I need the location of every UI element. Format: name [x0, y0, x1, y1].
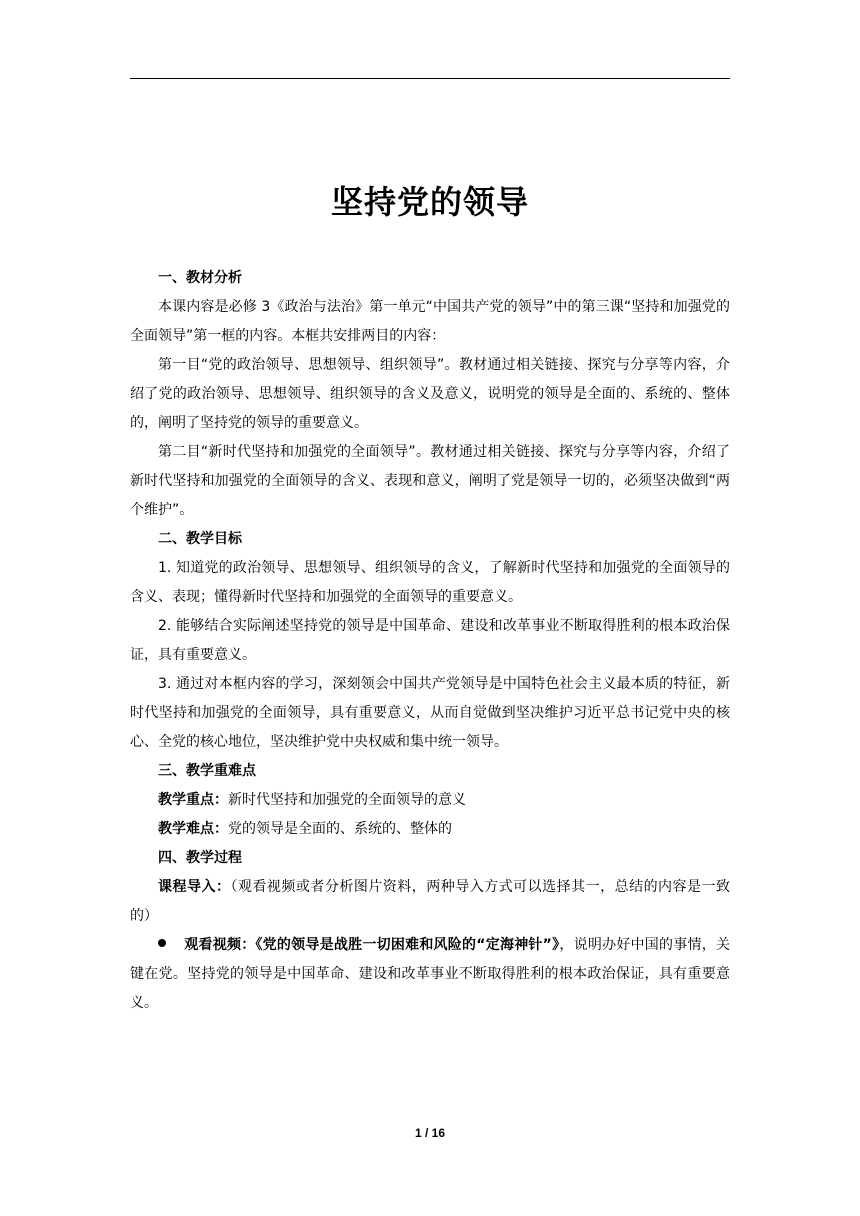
key-point-text: 新时代坚持和加强党的全面领导的意义: [228, 792, 466, 808]
intro-label: 课程导入：: [158, 879, 231, 895]
paragraph: 3. 通过对本框内容的学习，深刻领会中国共产党领导是中国特色社会主义最本质的特征，新时代坚持和加强党的全面领导，具有重要意义，从而自觉做到坚决维护习近平总书记党中央的核心、全党的核心地位，坚决维护党中央权威和集中统一领导。: [130, 676, 730, 750]
section-heading-analysis: 一、教材分析: [158, 270, 242, 286]
difficulty-label: 教学难点：: [158, 821, 228, 837]
section-heading-key-points: 三、教学重难点: [158, 763, 256, 779]
page-number: 1 / 16: [414, 1126, 446, 1140]
bullet-icon: [158, 939, 166, 947]
page-title: 坚持党的领导: [330, 183, 529, 221]
section-heading-objectives: 二、教学目标: [158, 531, 242, 547]
bullet-label: 观看视频：《党的领导是战胜一切困难和风险的“定海神针”》: [184, 937, 560, 953]
header-rule: [130, 78, 730, 79]
difficulty-text: 党的领导是全面的、系统的、整体的: [228, 821, 452, 837]
paragraph: 本课内容是必修 3《政治与法治》第一单元“中国共产党的领导”中的第三课“坚持和加强党的全面领导”第一框的内容。本框共安排两目的内容：: [130, 299, 730, 344]
difficulty-line: [130, 815, 730, 844]
key-point-line: [130, 786, 730, 815]
bullet-item: [130, 931, 730, 1018]
paragraph: 1. 知道党的政治领导、思想领导、组织领导的含义，了解新时代坚持和加强党的全面领导的含义、表现；懂得新时代坚持和加强党的全面领导的重要意义。: [130, 560, 730, 605]
intro-text: （观看视频或者分析图片资料，两种导入方式可以选择其一，总结的内容是一致的）: [130, 879, 730, 924]
paragraph: 第二目“新时代坚持和加强党的全面领导”。教材通过相关链接、探究与分享等内容，介绍了新时代坚持和加强党的全面领导的含义、表现和意义，阐明了党是领导一切的，必须坚决做到“两个维护”。: [130, 444, 730, 518]
section-heading-process: 四、教学过程: [158, 850, 242, 866]
paragraph: 第一目“党的政治领导、思想领导、组织领导”。教材通过相关链接、探究与分享等内容，介绍了党的政治领导、思想领导、组织领导的含义及意义，说明党的领导是全面的、系统的、整体的，阐明了坚持党的领导的重要意义。: [130, 357, 730, 431]
key-point-label: 教学重点：: [158, 792, 228, 808]
intro-line: [130, 873, 730, 931]
document-body: [130, 264, 730, 1018]
paragraph: 2. 能够结合实际阐述坚持党的领导是中国革命、建设和改革事业不断取得胜利的根本政治保证，具有重要意义。: [130, 618, 730, 663]
bullet-text: ，说明办好中国的事情，关键在党。坚持党的领导是中国革命、建设和改革事业不断取得胜利的根本政治保证，具有重要意义。: [130, 937, 730, 1011]
